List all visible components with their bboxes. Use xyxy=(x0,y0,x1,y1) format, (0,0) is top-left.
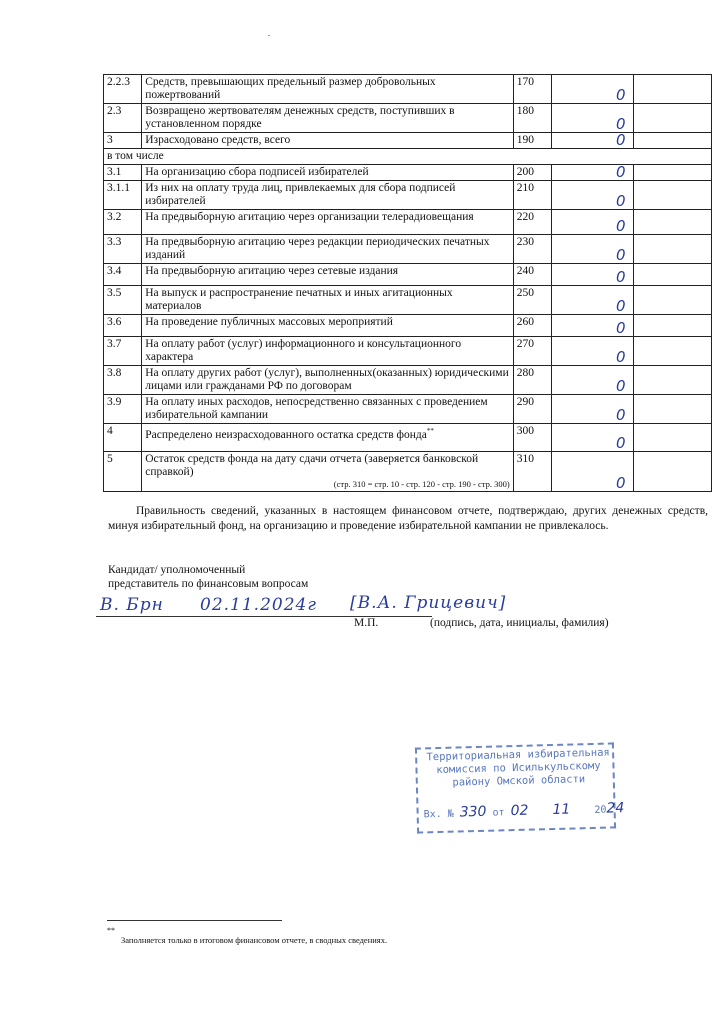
table-row xyxy=(104,165,712,181)
handwritten-amount: 0 xyxy=(615,268,626,286)
handwritten-amount: 0 xyxy=(615,115,626,133)
row-number: 3.1 xyxy=(104,165,142,181)
row-description xyxy=(142,75,513,104)
row-subheading: в том числе xyxy=(104,149,712,165)
row-notes xyxy=(634,104,712,133)
row-description-text: На предвыборную агитацию через организации телерадиовещания xyxy=(145,211,474,223)
row-description-text: На предвыборную агитацию через редакции периодических печатных изданий xyxy=(145,236,490,261)
row-description xyxy=(142,452,513,492)
row-code: 280 xyxy=(513,366,551,395)
row-description xyxy=(142,424,513,452)
row-code: 250 xyxy=(513,286,551,315)
stamp-line-2: комиссия по Исилькульскому xyxy=(436,759,601,777)
row-description-text: На предвыборную агитацию через сетевые издания xyxy=(145,265,399,277)
row-notes xyxy=(634,366,712,395)
row-description-text: На оплату других работ (услуг), выполненных(оказанных) юридическими лицами или гражданами РФ по договорам xyxy=(145,367,509,392)
handwritten-amount: 0 xyxy=(615,297,626,315)
signature-baseline xyxy=(96,616,432,617)
row-number: 3.4 xyxy=(104,264,142,286)
row-amount xyxy=(551,264,634,286)
table-body xyxy=(104,75,712,492)
row-amount xyxy=(551,75,634,104)
stamp-line-1: Территориальная избирательная xyxy=(426,746,610,764)
row-notes xyxy=(634,165,712,181)
row-description-text: На выпуск и распространение печатных и иных агитационных материалов xyxy=(145,287,453,312)
table-row xyxy=(104,133,712,149)
table-row xyxy=(104,75,712,104)
reg-year: 24 xyxy=(606,800,625,817)
reg-from: от xyxy=(492,807,505,819)
row-number: 3.1.1 xyxy=(104,181,142,210)
row-code: 170 xyxy=(513,75,551,104)
row-description-text: На организацию сбора подписей избирателей xyxy=(145,166,369,178)
row-description-text: На оплату иных расходов, непосредственно связанных с проведением избирательной кампании xyxy=(145,396,488,421)
row-description-text: Остаток средств фонда на дату сдачи отчета (заверяется банковской справкой) xyxy=(145,453,479,478)
row-amount xyxy=(551,235,634,264)
stamp-line-3: району Омской области xyxy=(452,773,586,789)
table-row xyxy=(104,286,712,315)
handwritten-amount: 0 xyxy=(615,86,626,104)
table-row xyxy=(104,315,712,337)
table-row xyxy=(104,210,712,235)
row-description-text: Распределено неизрасходованного остатка средств фонда xyxy=(145,428,427,441)
row-code: 190 xyxy=(513,133,551,149)
table-row xyxy=(104,264,712,286)
row-number: 3.5 xyxy=(104,286,142,315)
row-notes xyxy=(634,315,712,337)
reg-prefix: Вх. № xyxy=(423,808,454,821)
row-description xyxy=(142,337,513,366)
handwritten-amount: 0 xyxy=(615,348,626,366)
seal-place-label: М.П. xyxy=(354,617,379,629)
row-notes xyxy=(634,133,712,149)
confirmation-text: Правильность сведений, указанных в настоящем финансовом отчете, подтверждаю, других денежных средств, минуя избирательный фонд, на организацию и проведение избирательной кампании не привлекалось. xyxy=(108,505,708,532)
stamp-text xyxy=(425,746,612,790)
row-notes xyxy=(634,75,712,104)
row-amount xyxy=(551,315,634,337)
table-row xyxy=(104,235,712,264)
reg-year-prefix: 20 xyxy=(594,804,607,816)
row-description xyxy=(142,104,513,133)
row-amount xyxy=(551,366,634,395)
row-code: 210 xyxy=(513,181,551,210)
registration-stamp xyxy=(415,742,625,833)
table-row xyxy=(104,337,712,366)
row-amount xyxy=(551,133,634,149)
row-number: 2.3 xyxy=(104,104,142,133)
row-amount xyxy=(551,424,634,452)
row-description xyxy=(142,235,513,264)
row-notes xyxy=(634,337,712,366)
row-formula: (стр. 310 = стр. 10 - стр. 120 - стр. 190 - стр. 300) xyxy=(333,479,510,489)
row-notes xyxy=(634,286,712,315)
row-amount xyxy=(551,165,634,181)
handwritten-amount: 0 xyxy=(615,192,626,210)
row-number: 3.9 xyxy=(104,395,142,424)
row-description-text: Возвращено жертвователям денежных средств, поступивших в установленном порядке xyxy=(145,105,455,130)
row-number: 3.8 xyxy=(104,366,142,395)
row-code: 180 xyxy=(513,104,551,133)
handwritten-amount: 0 xyxy=(615,377,626,395)
row-code: 290 xyxy=(513,395,551,424)
table-row xyxy=(104,395,712,424)
row-description xyxy=(142,181,513,210)
row-code: 300 xyxy=(513,424,551,452)
row-description xyxy=(142,286,513,315)
footnote-divider xyxy=(107,920,282,921)
table-row xyxy=(104,181,712,210)
handwritten-amount: 0 xyxy=(615,434,626,452)
row-number: 3.3 xyxy=(104,235,142,264)
footnote-reference: ** xyxy=(426,427,434,435)
reg-day: 02 xyxy=(510,802,529,820)
row-notes xyxy=(634,235,712,264)
handwritten-amount: 0 xyxy=(615,319,626,337)
row-description xyxy=(142,133,513,149)
scan-dot xyxy=(268,35,270,36)
reg-number: 330 xyxy=(459,803,487,821)
row-notes xyxy=(634,210,712,235)
representative-label: представитель по финансовым вопросам xyxy=(108,578,309,590)
table-row xyxy=(104,104,712,133)
signature-caption: (подпись, дата, инициалы, фамилия) xyxy=(430,617,609,629)
row-number: 3.6 xyxy=(104,315,142,337)
table-row xyxy=(104,452,712,492)
row-description xyxy=(142,366,513,395)
row-code: 270 xyxy=(513,337,551,366)
row-notes xyxy=(634,452,712,492)
handwritten-amount: 0 xyxy=(615,406,626,424)
row-description-text: На проведение публичных массовых мероприятий xyxy=(145,316,393,328)
handwritten-amount: 0 xyxy=(615,246,626,264)
row-amount xyxy=(551,452,634,492)
handwritten-initials: [В.А. Грицевич] xyxy=(350,593,507,613)
table-row xyxy=(104,424,712,452)
candidate-label: Кандидат/ уполномоченный xyxy=(108,564,246,576)
row-description-text: Средств, превышающих предельный размер добровольных пожертвований xyxy=(145,76,436,101)
row-description xyxy=(142,210,513,235)
handwritten-amount: 0 xyxy=(615,131,626,149)
row-number: 3 xyxy=(104,133,142,149)
footnote-text: Заполняется только в итоговом финансовом отчете, в сводных сведениях. xyxy=(121,935,388,945)
handwritten-amount: 0 xyxy=(615,217,626,235)
row-notes xyxy=(634,395,712,424)
handwritten-amount: 0 xyxy=(615,474,626,492)
row-code: 230 xyxy=(513,235,551,264)
row-code: 240 xyxy=(513,264,551,286)
row-description xyxy=(142,165,513,181)
handwritten-date: 02.11.2024г xyxy=(200,595,317,615)
footnote-mark: ** xyxy=(107,926,115,935)
candidate-block xyxy=(108,563,308,591)
row-amount xyxy=(551,210,634,235)
row-code: 260 xyxy=(513,315,551,337)
row-notes xyxy=(634,264,712,286)
row-notes xyxy=(634,181,712,210)
handwritten-signature: В. Брн xyxy=(100,595,164,615)
row-description xyxy=(142,315,513,337)
row-number: 2.2.3 xyxy=(104,75,142,104)
handwritten-amount: 0 xyxy=(615,163,626,181)
row-amount xyxy=(551,395,634,424)
row-code: 310 xyxy=(513,452,551,492)
expenses-table xyxy=(103,74,712,492)
row-amount xyxy=(551,286,634,315)
reg-month: 11 xyxy=(552,801,571,819)
row-amount xyxy=(551,181,634,210)
row-amount xyxy=(551,104,634,133)
row-description-text: На оплату работ (услуг) информационного и консультационного характера xyxy=(145,338,462,363)
row-number: 3.7 xyxy=(104,337,142,366)
stamp-registration xyxy=(423,802,624,821)
row-code: 200 xyxy=(513,165,551,181)
row-number: 5 xyxy=(104,452,142,492)
row-number: 3.2 xyxy=(104,210,142,235)
row-description-text: Израсходовано средств, всего xyxy=(145,134,291,146)
row-notes xyxy=(634,424,712,452)
row-description xyxy=(142,264,513,286)
row-description xyxy=(142,395,513,424)
row-code: 220 xyxy=(513,210,551,235)
table-row xyxy=(104,366,712,395)
row-number: 4 xyxy=(104,424,142,452)
row-amount xyxy=(551,337,634,366)
row-description-text: Из них на оплату труда лиц, привлекаемых для сбора подписей избирателей xyxy=(145,182,456,207)
